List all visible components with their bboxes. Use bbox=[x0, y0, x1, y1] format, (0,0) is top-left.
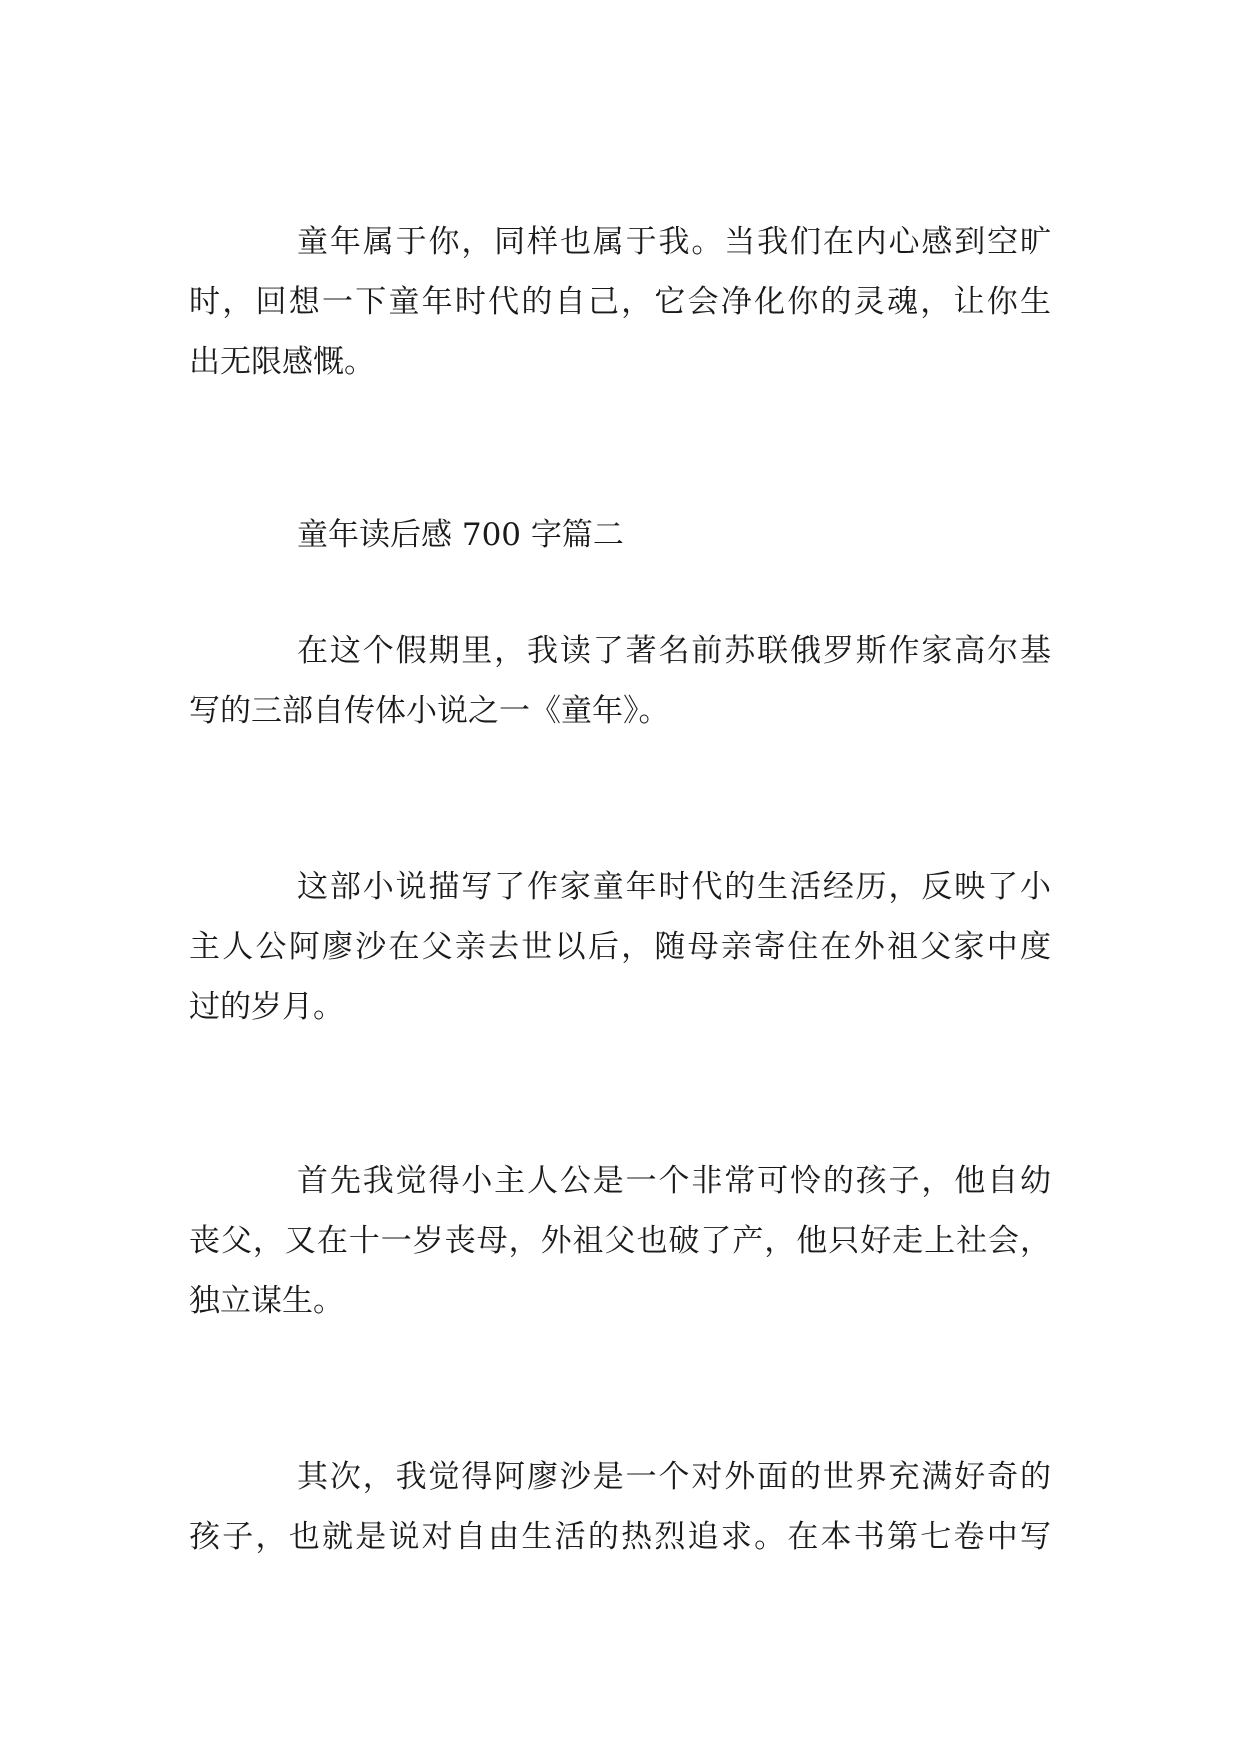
paragraph-1-line-3: 出无限感慨。 bbox=[189, 344, 375, 380]
paragraph-4-line-2: 丧父，又在十一岁丧母，外祖父也破了产，他只好走上社会， bbox=[189, 1223, 1051, 1259]
paragraph-2-line-2: 写的三部自传体小说之一《童年》。 bbox=[189, 693, 670, 729]
section-heading: 童年读后感 700 字篇二 bbox=[297, 517, 624, 553]
paragraph-3-line-2: 主人公阿廖沙在父亲去世以后，随母亲寄住在外祖父家中度 bbox=[189, 929, 1051, 965]
paragraph-1-line-2: 时，回想一下童年时代的自己，它会净化你的灵魂，让你生 bbox=[189, 284, 1051, 320]
paragraph-5-line-2: 孩子，也就是说对自由生活的热烈追求。在本书第七卷中写 bbox=[189, 1519, 1051, 1555]
paragraph-3-line-1: 这部小说描写了作家童年时代的生活经历，反映了小 bbox=[297, 869, 1051, 905]
paragraph-2-line-1: 在这个假期里，我读了著名前苏联俄罗斯作家高尔基 bbox=[297, 633, 1051, 669]
paragraph-3-line-3: 过的岁月。 bbox=[189, 989, 344, 1025]
paragraph-4-line-1: 首先我觉得小主人公是一个非常可怜的孩子，他自幼 bbox=[297, 1163, 1051, 1199]
paragraph-4-line-3: 独立谋生。 bbox=[189, 1283, 344, 1319]
paragraph-5-line-1: 其次，我觉得阿廖沙是一个对外面的世界充满好奇的 bbox=[297, 1459, 1051, 1495]
paragraph-1-line-1: 童年属于你，同样也属于我。当我们在内心感到空旷 bbox=[297, 224, 1051, 260]
